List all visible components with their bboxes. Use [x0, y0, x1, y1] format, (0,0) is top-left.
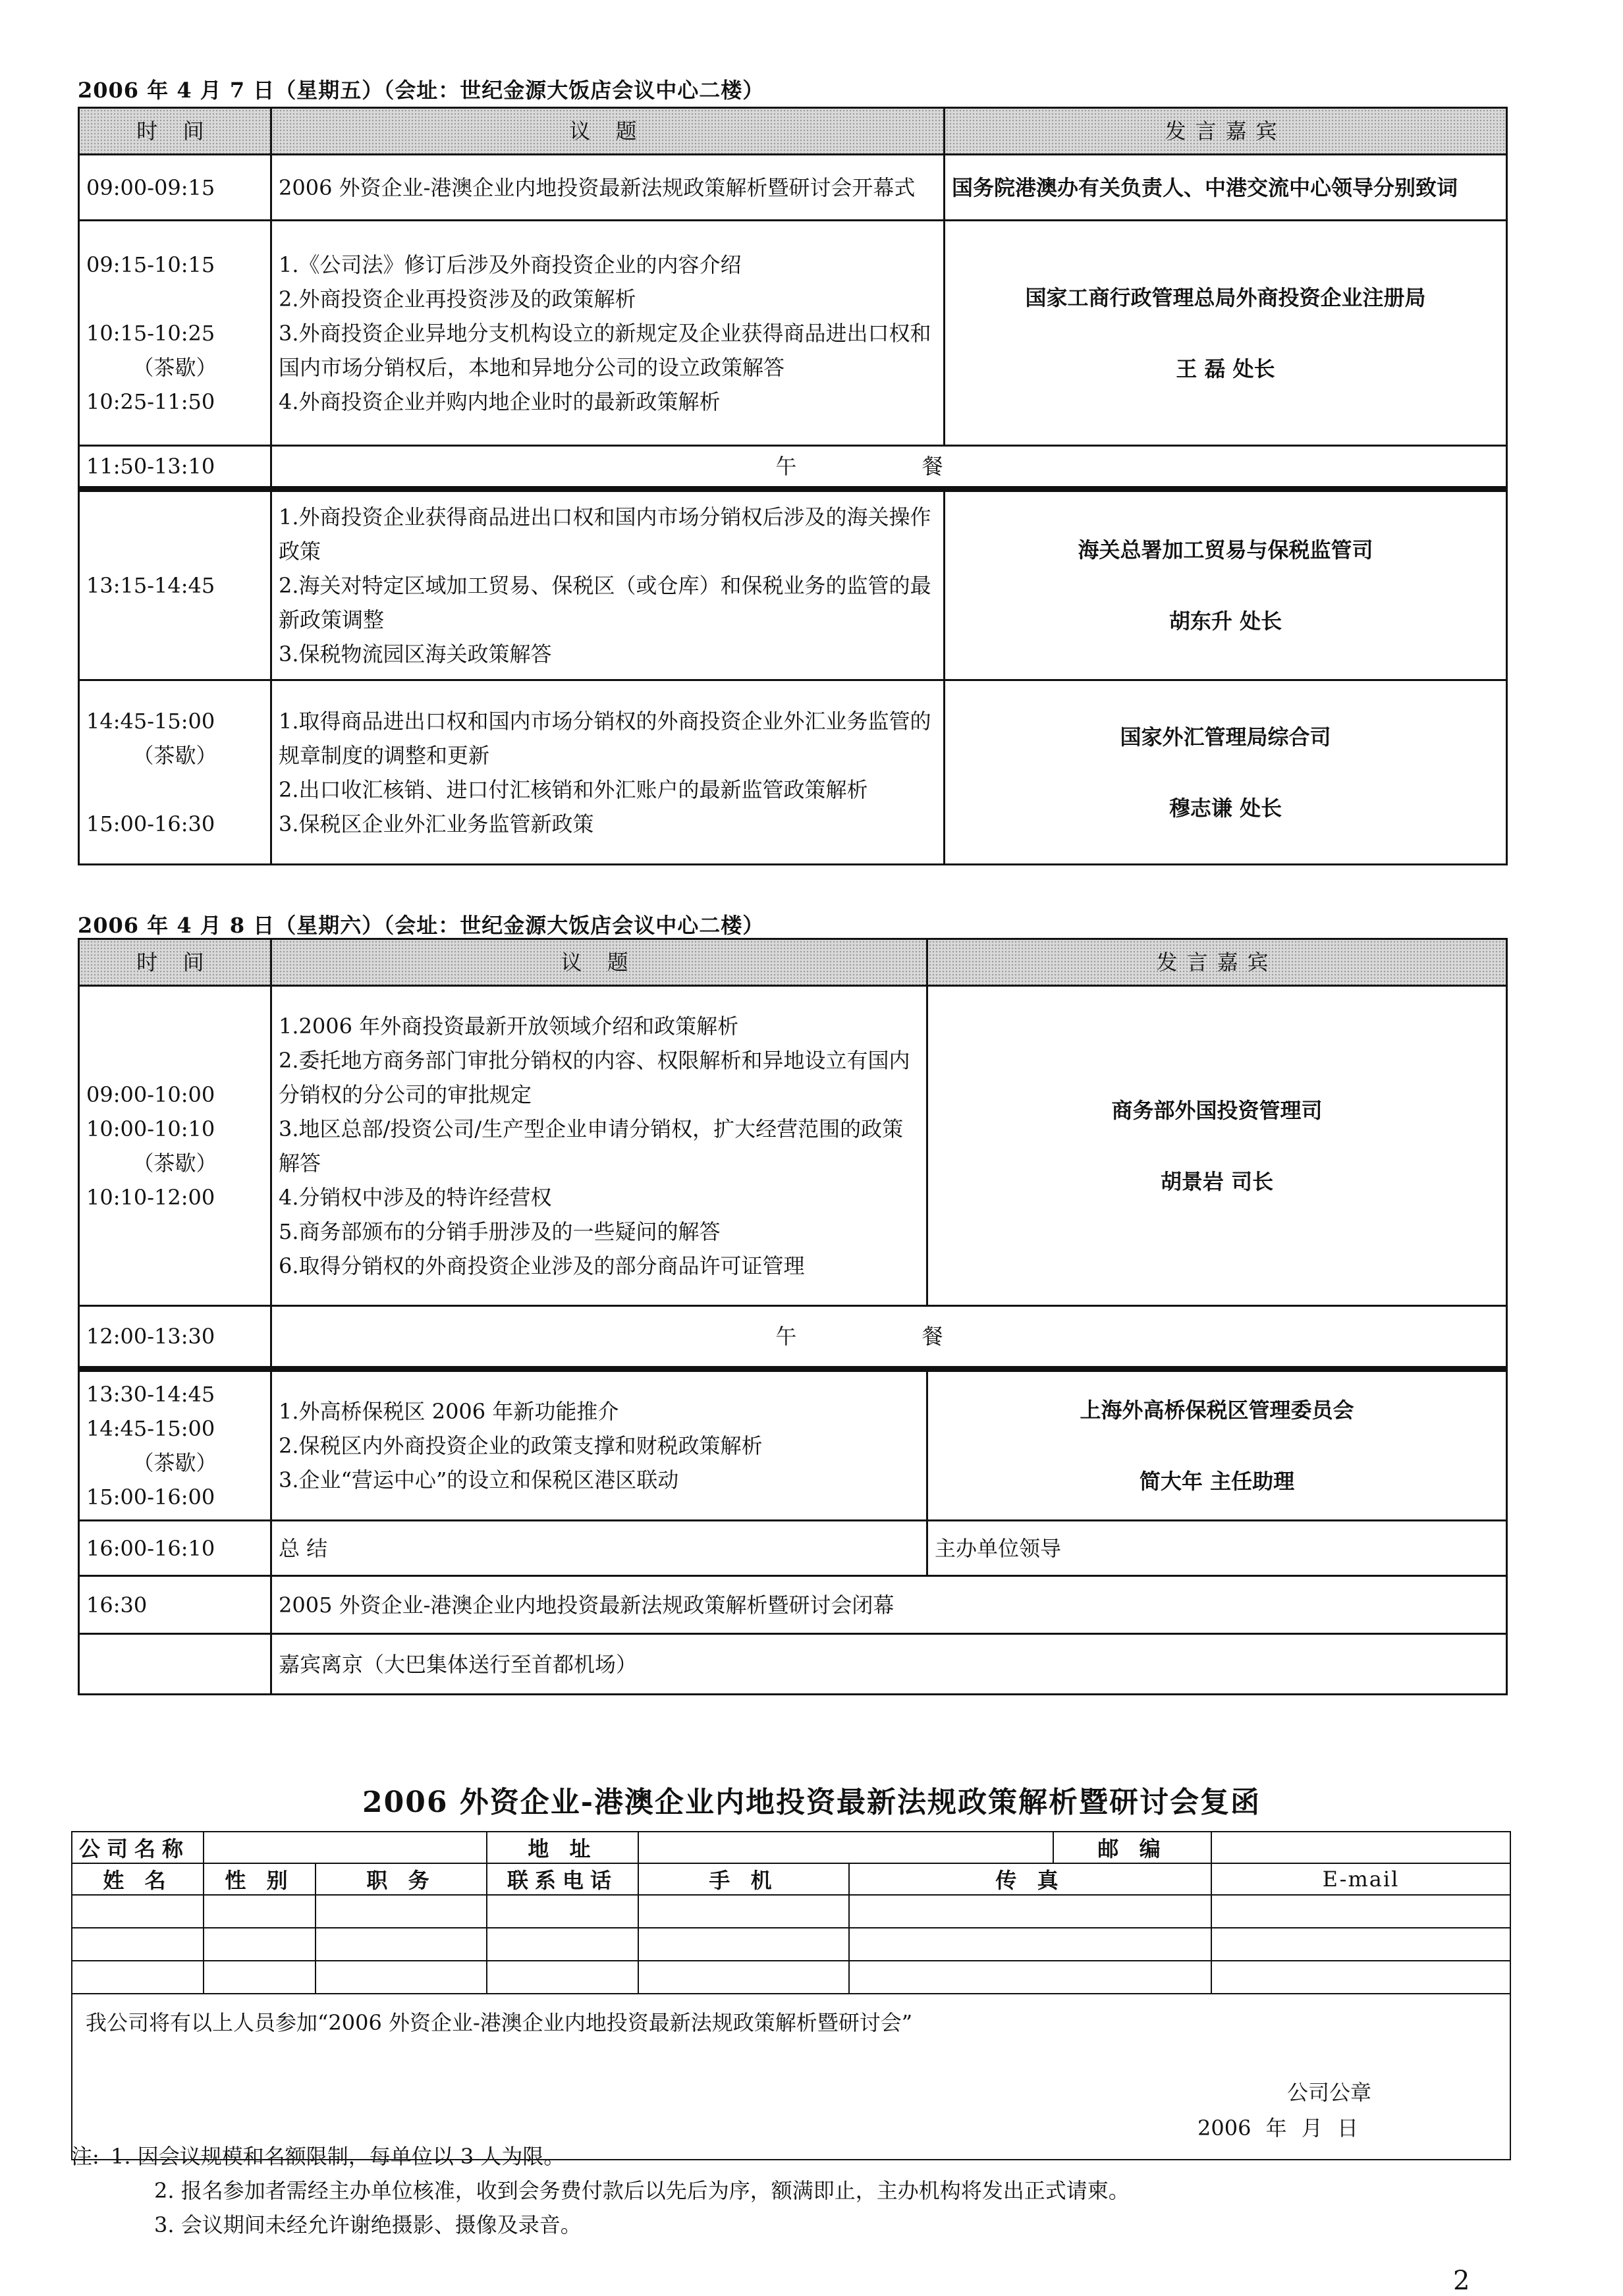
agenda-cell — [271, 489, 945, 680]
speaker-cell — [945, 221, 1507, 446]
header-speaker: 发言嘉宾 — [945, 108, 1507, 155]
speaker-org: 上海外高桥保税区管理委员会 — [1080, 1398, 1354, 1423]
confirm-row — [72, 1994, 1510, 2160]
table-row — [79, 221, 1507, 446]
speaker-name: 胡东升 处长 — [1169, 609, 1282, 634]
time-cell: 09:15-10:15 10:15-10:25 （茶歇） 10:25-11:50 — [79, 221, 271, 446]
confirm-cell — [72, 1994, 1510, 2160]
agenda-item: 2.委托地方商务部门审批分销权的内容、权限解析和异地设立有国内分销权的分公司的审批规定 — [279, 1047, 910, 1107]
speaker-org: 国家工商行政管理总局外商投资企业注册局 — [1025, 285, 1426, 310]
time-cell: 11:50-13:10 — [79, 446, 271, 489]
time-cell: 16:30 — [79, 1576, 271, 1634]
agenda-item: 1.2006 年外商投资最新开放领域介绍和政策解析 — [279, 1013, 739, 1039]
col-position: 职 务 — [316, 1863, 487, 1895]
table-header-row — [79, 939, 1507, 986]
note-item: 3. 会议期间未经允许谢绝摄影、摄像及录音。 — [154, 2212, 582, 2237]
date-line: 2006 年 月 日 — [1197, 2116, 1358, 2141]
speaker-name: 王 磊 处长 — [1176, 356, 1275, 381]
table-row — [79, 1306, 1507, 1369]
table-row — [79, 155, 1507, 221]
agenda-item: 3.保税区企业外汇业务监管新政策 — [279, 811, 594, 836]
note-item: 1. 因会议规模和名额限制，每单位以 3 人为限。 — [111, 2144, 565, 2169]
agenda-item: 2.保税区内外商投资企业的政策支撑和财税政策解析 — [279, 1433, 763, 1458]
postcode-label: 邮 编 — [1053, 1832, 1211, 1863]
company-name-field[interactable] — [204, 1832, 487, 1863]
day1-schedule-table — [78, 107, 1508, 865]
header-time: 时 间 — [79, 108, 271, 155]
reply-form-table — [71, 1831, 1511, 2160]
company-seal-label: 公司公章 — [1286, 2080, 1371, 2105]
speaker-name: 胡景岩 司长 — [1160, 1168, 1274, 1194]
col-mobile: 手 机 — [638, 1863, 849, 1895]
header-agenda: 议 题 — [271, 108, 945, 155]
agenda-item: 2.海关对特定区域加工贸易、保税区（或仓库）和保税业务的监管的最新政策调整 — [279, 573, 931, 632]
day2-heading: 2006 年 4 月 8 日（星期六）（会址：世纪金源大饭店会议中心二楼） — [78, 913, 765, 938]
lunch-cell: 午 餐 — [271, 446, 1507, 489]
agenda-item: 1.《公司法》修订后涉及外商投资企业的内容介绍 — [279, 252, 742, 277]
confirm-text: 我公司将有以上人员参加“2006 外资企业-港澳企业内地投资最新法规政策解析暨研讨会” — [86, 2010, 913, 2035]
header-speaker: 发言嘉宾 — [927, 939, 1507, 986]
table-row — [79, 1369, 1507, 1521]
speaker-org: 海关总署加工贸易与保税监管司 — [1078, 537, 1373, 562]
agenda-item: 3.外商投资企业异地分支机构设立的新规定及企业获得商品进出口权和国内市场分销权后，本地和异地分公司的设立政策解答 — [279, 320, 931, 380]
header-agenda: 议 题 — [271, 939, 927, 986]
notes-label: 注: — [71, 2144, 99, 2169]
agenda-cell — [271, 680, 945, 865]
time-cell: 13:30-14:45 14:45-15:00 （茶歇） 15:00-16:00 — [79, 1369, 271, 1521]
agenda-cell: 2005 外资企业-港澳企业内地投资最新法规政策解析暨研讨会闭幕 — [271, 1576, 1507, 1634]
col-fax: 传 真 — [849, 1863, 1211, 1895]
page-number: 2 — [1453, 2266, 1470, 2296]
table-row — [79, 1521, 1507, 1576]
time-cell: 16:00-16:10 — [79, 1521, 271, 1576]
table-row — [79, 986, 1507, 1306]
agenda-item: 1.取得商品进出口权和国内市场分销权的外商投资企业外汇业务监管的规章制度的调整和更新 — [279, 708, 931, 768]
attendee-row[interactable] — [72, 1895, 1510, 1928]
speaker-cell — [927, 1369, 1507, 1521]
time-cell: 09:00-10:00 10:00-10:10 （茶歇） 10:10-12:00 — [79, 986, 271, 1306]
speaker-cell: 国务院港澳办有关负责人、中港交流中心领导分别致词 — [945, 155, 1507, 221]
postcode-field[interactable] — [1211, 1832, 1510, 1863]
day1-heading: 2006 年 4 月 7 日（星期五）（会址：世纪金源大饭店会议中心二楼） — [78, 78, 765, 103]
agenda-cell: 总 结 — [271, 1521, 927, 1576]
header-time: 时 间 — [79, 939, 271, 986]
company-row — [72, 1832, 1510, 1863]
table-row — [79, 1576, 1507, 1634]
speaker-name: 简大年 主任助理 — [1139, 1469, 1295, 1494]
agenda-item: 3.保税物流园区海关政策解答 — [279, 642, 552, 667]
col-phone: 联系电话 — [487, 1863, 638, 1895]
agenda-cell — [271, 986, 927, 1306]
agenda-item: 5.商务部颁布的分销手册涉及的一些疑问的解答 — [279, 1218, 721, 1244]
agenda-item: 4.外商投资企业并购内地企业时的最新政策解析 — [279, 389, 721, 414]
speaker-cell — [945, 680, 1507, 865]
attendee-row[interactable] — [72, 1961, 1510, 1994]
agenda-cell: 嘉宾离京（大巴集体送行至首都机场） — [271, 1634, 1507, 1695]
agenda-item: 1.外商投资企业获得商品进出口权和国内市场分销权后涉及的海关操作政策 — [279, 505, 931, 564]
speaker-cell: 主办单位领导 — [927, 1521, 1507, 1576]
speaker-org: 商务部外国投资管理司 — [1111, 1097, 1323, 1123]
col-email: E-mail — [1211, 1863, 1510, 1895]
agenda-item: 4.分销权中涉及的特许经营权 — [279, 1184, 552, 1210]
notes — [71, 2139, 1130, 2242]
col-gender: 性 别 — [204, 1863, 316, 1895]
time-cell: 13:15-14:45 — [79, 489, 271, 680]
speaker-cell — [945, 489, 1507, 680]
speaker-org: 国家外汇管理局综合司 — [1120, 724, 1331, 750]
address-label: 地 址 — [487, 1832, 638, 1863]
speaker-name: 穆志谦 处长 — [1169, 795, 1282, 821]
day2-schedule-table — [78, 938, 1508, 1695]
time-cell: 14:45-15:00 （茶歇） 15:00-16:30 — [79, 680, 271, 865]
agenda-item: 3.地区总部/投资公司/生产型企业申请分销权，扩大经营范围的政策解答 — [279, 1116, 904, 1176]
agenda-item: 2.出口收汇核销、进口付汇核销和外汇账户的最新监管政策解析 — [279, 777, 868, 802]
address-field[interactable] — [638, 1832, 1053, 1863]
attendee-row[interactable] — [72, 1928, 1510, 1961]
agenda-cell — [271, 221, 945, 446]
agenda-item: 3.企业“营运中心”的设立和保税区港区联动 — [279, 1467, 679, 1492]
table-row — [79, 1634, 1507, 1695]
time-cell: 09:00-09:15 — [79, 155, 271, 221]
speaker-cell — [927, 986, 1507, 1306]
table-header-row — [79, 108, 1507, 155]
company-name-label: 公司名称 — [72, 1832, 204, 1863]
time-cell: 12:00-13:30 — [79, 1306, 271, 1369]
table-row — [79, 446, 1507, 489]
col-name: 姓 名 — [72, 1863, 204, 1895]
reply-form-title: 2006 外资企业-港澳企业内地投资最新法规政策解析暨研讨会复函 — [362, 1786, 1261, 1819]
column-header-row — [72, 1863, 1510, 1895]
agenda-item: 6.取得分销权的外商投资企业涉及的部分商品许可证管理 — [279, 1253, 805, 1278]
note-item: 2. 报名参加者需经主办单位核准，收到会务费付款后以先后为序，额满即止，主办机构将发出正式请柬。 — [154, 2178, 1130, 2203]
agenda-item: 2.外商投资企业再投资涉及的政策解析 — [279, 286, 636, 312]
agenda-item: 1.外高桥保税区 2006 年新功能推介 — [279, 1399, 619, 1424]
time-cell — [79, 1634, 271, 1695]
agenda-cell — [271, 1369, 927, 1521]
agenda-cell: 2006 外资企业-港澳企业内地投资最新法规政策解析暨研讨会开幕式 — [271, 155, 945, 221]
table-row — [79, 680, 1507, 865]
table-row — [79, 489, 1507, 680]
lunch-cell: 午 餐 — [271, 1306, 1507, 1369]
